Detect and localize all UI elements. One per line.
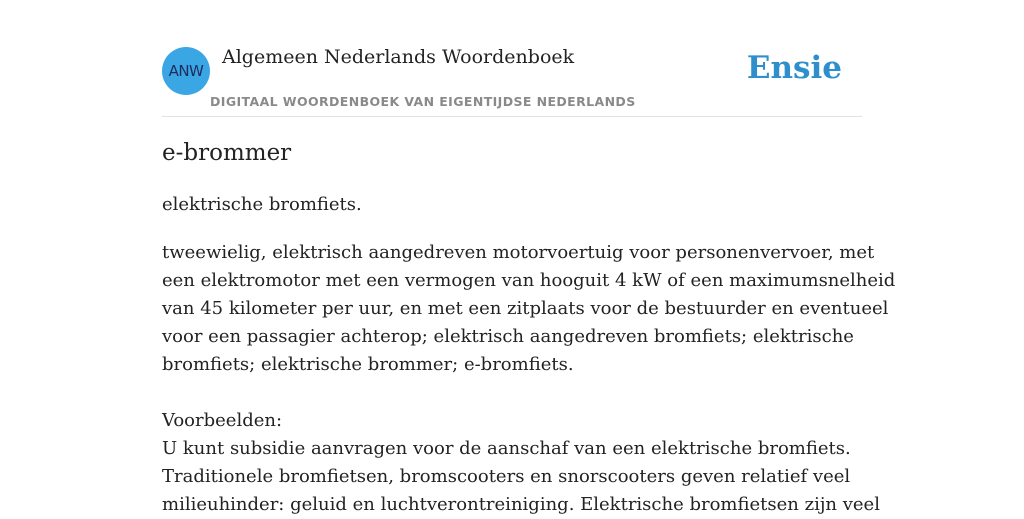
example-line: milieuhinder: geluid en luchtverontreiniging. Elektrische bromfietsen zijn veel <box>162 494 880 515</box>
site-header <box>162 0 862 117</box>
site-title[interactable]: Algemeen Nederlands Woordenboek <box>222 46 575 68</box>
entry-headword: e-brommer <box>162 140 292 166</box>
logo-text: ANW <box>168 62 204 80</box>
example-line: U kunt subsidie aanvragen voor de aanschaf van een elektrische bromfiets. <box>162 438 851 459</box>
examples-section <box>162 407 880 519</box>
page-content <box>162 0 896 515</box>
definition-line: van 45 kilometer per uur, en met een zitplaats voor de bestuurder en eventueel <box>162 298 889 319</box>
long-definition <box>162 239 896 379</box>
short-definition: elektrische bromfiets. <box>162 194 362 215</box>
anw-logo[interactable] <box>162 47 210 95</box>
definition-line: voor een passagier achterop; elektrisch aangedreven bromfiets; elektrische <box>162 326 854 347</box>
site-subtitle: DIGITAAL WOORDENBOEK VAN EIGENTIJDSE NEDERLANDS <box>210 94 636 109</box>
definition-line: bromfiets; elektrische brommer; e-bromfiets. <box>162 354 574 375</box>
definition-line: een elektromotor met een vermogen van hooguit 4 kW of een maximumsnelheid <box>162 270 896 291</box>
definition-line: tweewielig, elektrisch aangedreven motorvoertuig voor personenvervoer, met <box>162 242 875 263</box>
examples-heading: Voorbeelden: <box>162 410 283 431</box>
example-line: Traditionele bromfietsen, bromscooters en snorscooters geven relatief veel <box>162 466 851 487</box>
ensie-brand-logo[interactable]: Ensie <box>746 50 842 86</box>
